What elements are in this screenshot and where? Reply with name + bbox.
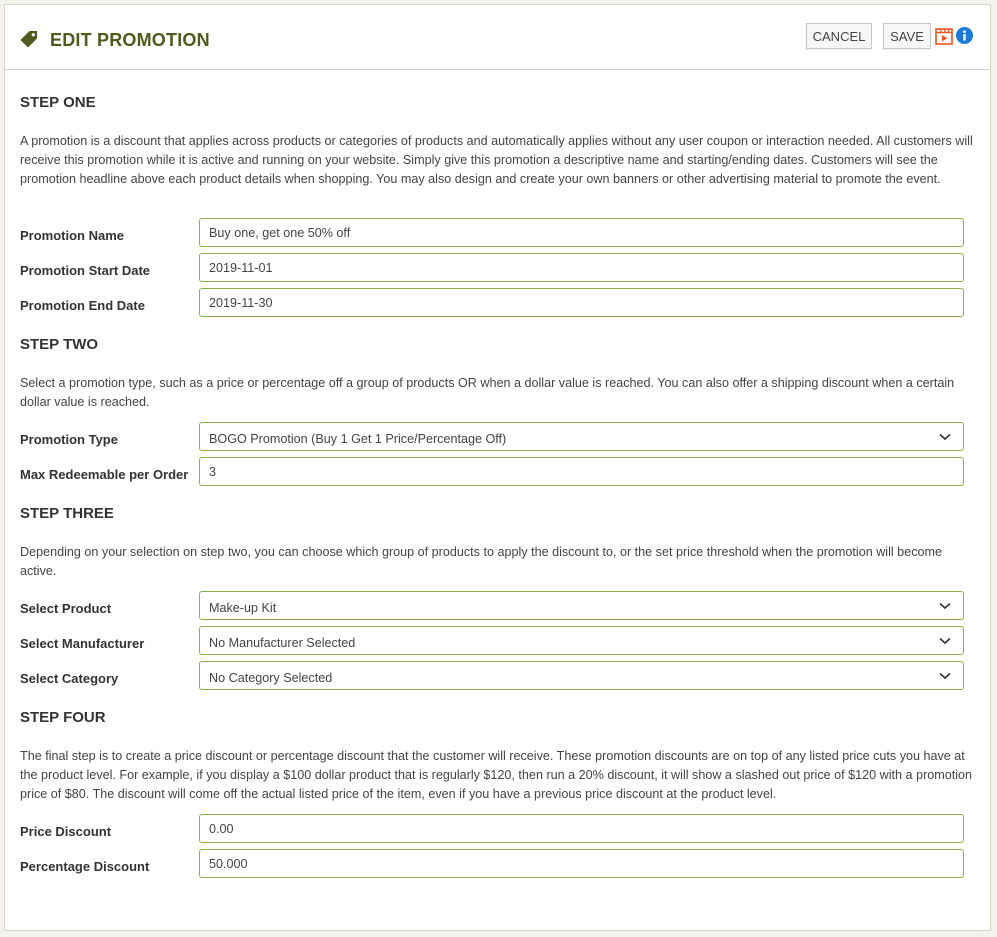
- chevron-down-icon: [939, 433, 951, 441]
- promotion-type-value: BOGO Promotion (Buy 1 Get 1 Price/Percentage Off): [209, 431, 507, 446]
- step-one-title: STEP ONE: [20, 94, 96, 111]
- promotion-type-select[interactable]: [199, 422, 964, 451]
- step-four-description: The final step is to create a price discount or percentage discount that the customer will receive. These promotion discounts are on top of any listed price cuts you have at the product level. For example, if you display a $100 dollar product that is regularly $120, then run a 20% discount, it will show a slashed out price of $120 with a promotion price of $80. The discount will come off the actual listed price of the item, even if you have a previous price discount at the product level.: [20, 749, 973, 801]
- chevron-down-icon: [939, 637, 951, 645]
- select-product-label: Select Product: [20, 601, 112, 616]
- promotion-end-date-label: Promotion End Date: [20, 298, 145, 313]
- cancel-button[interactable]: CANCEL: [806, 23, 872, 49]
- price-discount-label: Price Discount: [20, 824, 112, 839]
- select-manufacturer-value: No Manufacturer Selected: [209, 635, 356, 650]
- save-button[interactable]: SAVE: [883, 23, 931, 49]
- promotion-name-input[interactable]: [199, 218, 964, 247]
- select-manufacturer-select[interactable]: [199, 626, 964, 655]
- step-four-title: STEP FOUR: [20, 709, 106, 726]
- info-icon[interactable]: [956, 27, 973, 44]
- select-category-label: Select Category: [20, 671, 119, 686]
- promotion-start-date-input[interactable]: [199, 253, 964, 282]
- select-category-value: No Category Selected: [209, 670, 333, 685]
- select-manufacturer-label: Select Manufacturer: [20, 636, 145, 651]
- step-three-description: Depending on your selection on step two, you can choose which group of products to apply the discount to, or the set price threshold when the promotion will become active.: [20, 545, 942, 578]
- promotion-type-label: Promotion Type: [20, 432, 118, 447]
- tag-icon: [19, 29, 39, 49]
- chevron-down-icon: [939, 602, 951, 610]
- promotion-start-date-label: Promotion Start Date: [20, 263, 151, 278]
- step-two-title: STEP TWO: [20, 336, 99, 353]
- select-product-value: Make-up Kit: [209, 600, 277, 615]
- step-one-description: A promotion is a discount that applies across products or categories of products and automatically applies without any user coupon or interaction needed. All customers will receive this promotion while it is active and running on your website. Simply give this promotion a descriptive name and starting/ending dates. Customers will see the promotion headline above each product details when shopping. You may also design and create your own banners or other advertising material to promote the event.: [20, 134, 973, 186]
- step-two-description: Select a promotion type, such as a price or percentage off a group of products OR when a dollar value is reached. You can also offer a shipping discount when a certain dollar value is reached.: [20, 376, 955, 409]
- step-three-title: STEP THREE: [20, 505, 114, 522]
- promotion-end-date-input[interactable]: [199, 288, 964, 317]
- max-redeemable-input[interactable]: [199, 457, 964, 486]
- select-category-select[interactable]: [199, 661, 964, 690]
- percentage-discount-label: Percentage Discount: [20, 859, 150, 874]
- price-discount-input[interactable]: [199, 814, 964, 843]
- edit-promotion-panel: [4, 4, 991, 931]
- percentage-discount-input[interactable]: [199, 849, 964, 878]
- select-product-select[interactable]: [199, 591, 964, 620]
- max-redeemable-label: Max Redeemable per Order: [20, 467, 189, 482]
- chevron-down-icon: [939, 672, 951, 680]
- video-icon[interactable]: [935, 27, 953, 45]
- promotion-name-label: Promotion Name: [20, 228, 125, 243]
- page-title: EDIT PROMOTION: [50, 30, 210, 50]
- panel-header: [5, 5, 990, 70]
